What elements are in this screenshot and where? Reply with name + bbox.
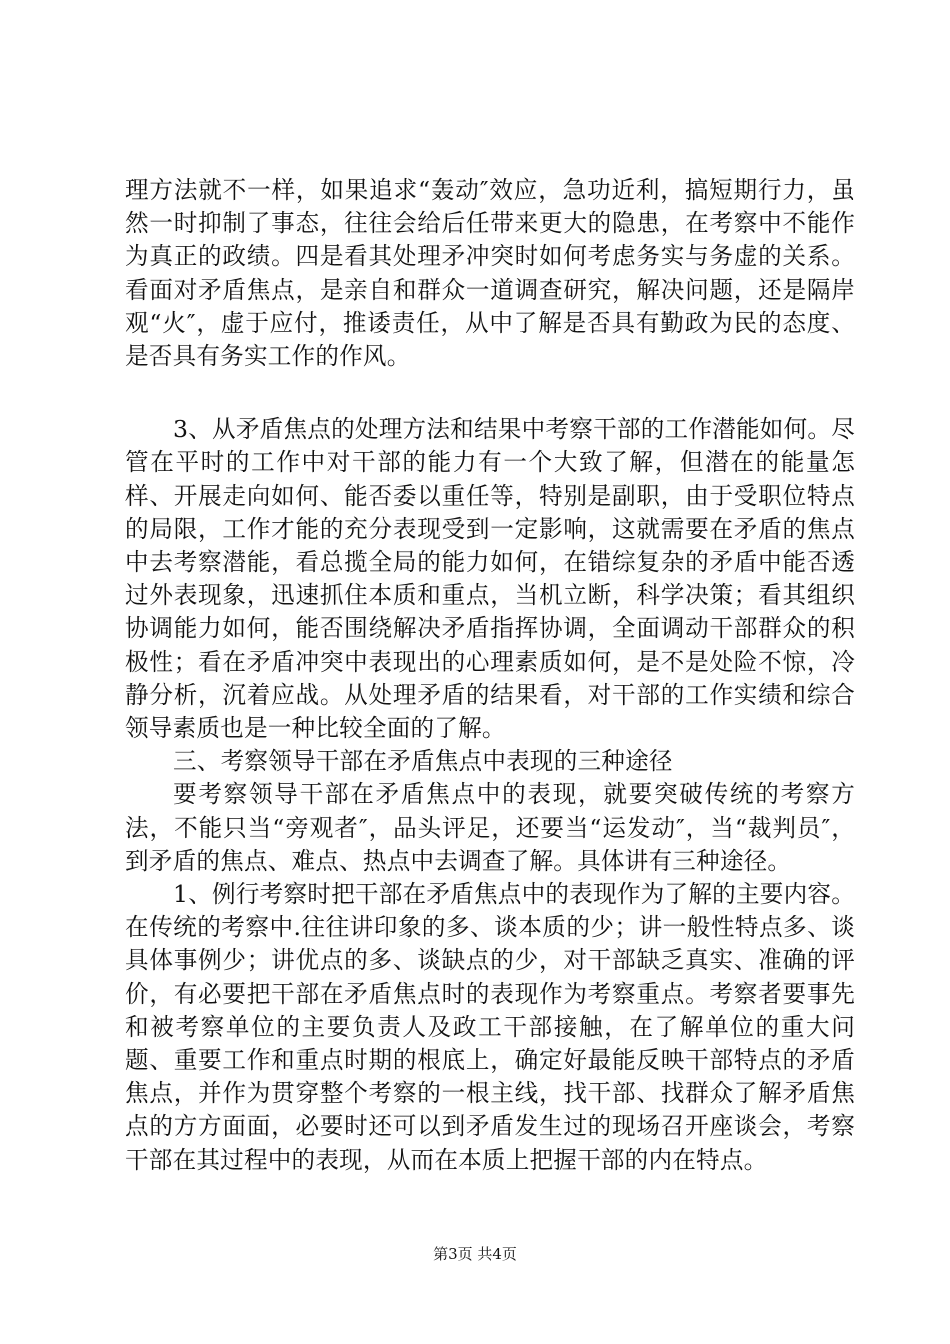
- page-footer: 第3页 共4页: [433, 1245, 517, 1263]
- paragraph-gap: [125, 373, 855, 413]
- paragraph-continued: 理方法就不一样，如果追求“轰动″效应，急功近利，搞短期行力，虽然一时抑制了事态，往往会给后任带来更大的隐患，在考察中不能作为真正的政绩。四是看其处理矛冲突时如何考虑务实与务虚的关系。看面对矛盾焦点，是亲自和群众一道调查研究，解决问题，还是隔岸观“火″，虚于应付，推诿责任，从中了解是否具有勤政为民的态度、是否具有务实工作的作风。: [125, 176, 855, 371]
- paragraph-intro: 要考察领导干部在矛盾焦点中的表现，就要突破传统的考察方法，不能只当“旁观者″，品头评足，还要当“运发动″，当“裁判员″，到矛盾的焦点、难点、热点中去调查了解。具体讲有三种途径。: [125, 780, 855, 875]
- document-body: [125, 174, 855, 1177]
- section-heading: 三、考察领导干部在矛盾焦点中表现的三种途径: [173, 747, 673, 776]
- paragraph-section-3: 3、从矛盾焦点的处理方法和结果中考察干部的工作潜能如何。尽管在平时的工作中对干部的能力有一个大致了解，但潜在的能量怎样、开展走向如何、能否委以重任等，特别是副职，由于受职位特点的局限，工作才能的充分表现受到一定影响，这就需要在矛盾的焦点中去考察潜能，看总揽全局的能力如何，在错综复杂的矛盾中能否透过外表现象，迅速抓住本质和重点，当机立断，科学决策；看其组织协调能力如何，能否围绕解决矛盾指挥协调，全面调动干部群众的积极性；看在矛盾冲突中表现出的心理素质如何，是不是处险不惊，冷静分析，沉着应战。从处理矛盾的结果看，对干部的工作实绩和综合领导素质也是一种比较全面的了解。: [125, 415, 855, 743]
- paragraph-item-1: 1、例行考察时把干部在矛盾焦点中的表现作为了解的主要内容。在传统的考察中.往往讲印象的多、谈本质的少；讲一般性特点多、谈具体事例少；讲优点的多、谈缺点的少，对干部缺乏真实、准确的评价，有必要把干部在矛盾焦点时的表现作为考察重点。考察者要事先和被考察单位的主要负责人及政工干部接触，在了解单位的重大问题、重要工作和重点时期的根底上，确定好最能反映干部特点的矛盾焦点，并作为贯穿整个考察的一根主线，找干部、找群众了解矛盾焦点的方方面面，必要时还可以到矛盾发生过的现场召开座谈会，考察干部在其过程中的表现，从而在本质上把握干部的内在特点。: [125, 880, 855, 1174]
